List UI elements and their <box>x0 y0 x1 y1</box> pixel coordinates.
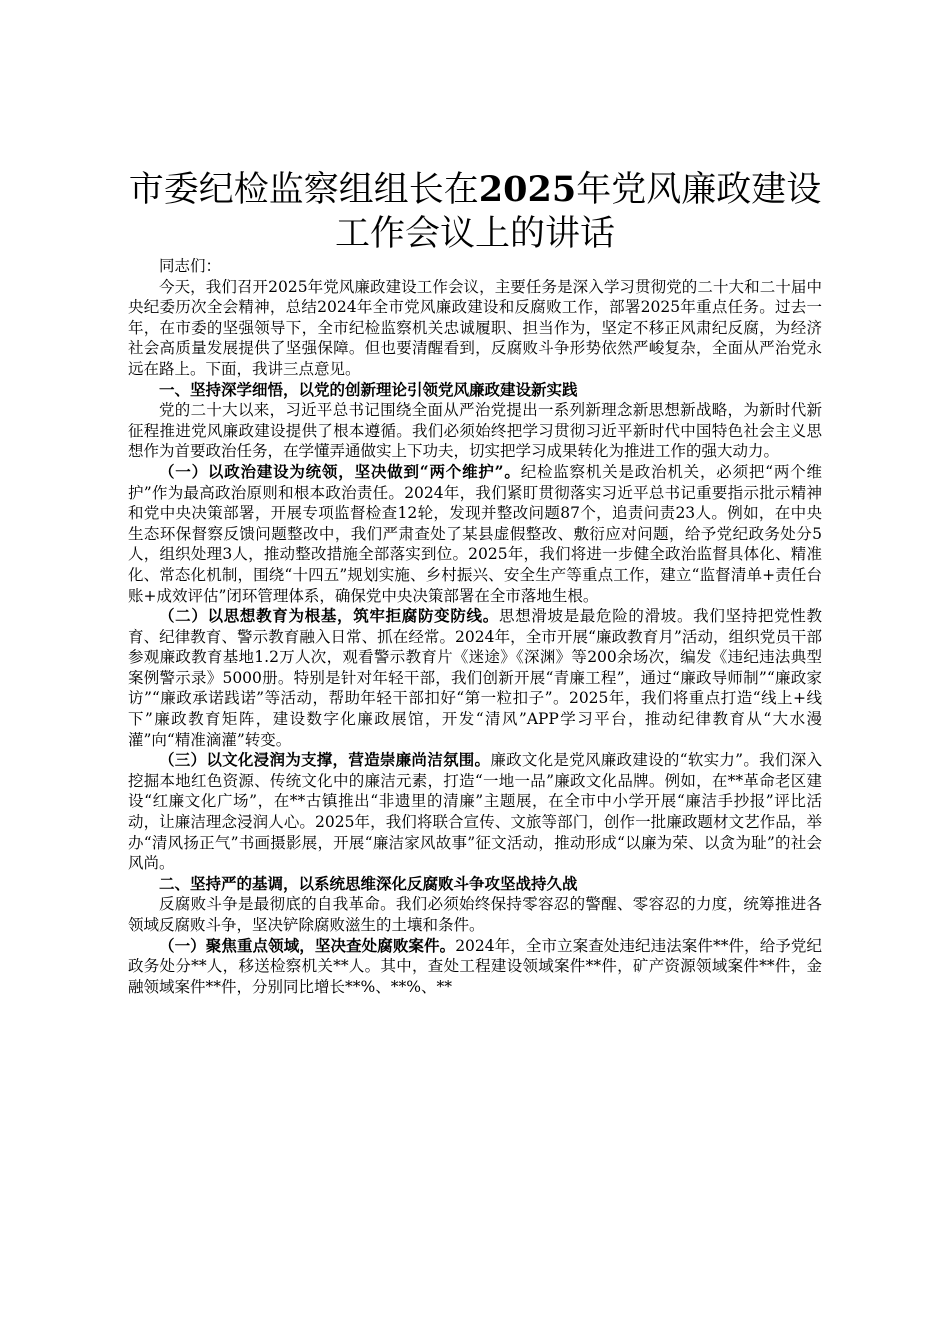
section2-intro: 反腐败斗争是最彻底的自我革命。我们必须始终保持零容忍的警醒、零容忍的力度，统筹推进各领域反腐败斗争，坚决铲除腐败滋生的土壤和条件。 <box>128 895 822 934</box>
section1-item-1-text: 纪检监察机关是政治机关，必须把“两个维护”作为最高政治原则和根本政治责任。2024年，我们紧盯贯彻落实习近平总书记重要指示批示精神和党中央决策部署，开展专项监督检查12轮，发现并整改问题87个，追责问责23人。例如，在中央生态环保督察反馈问题整改中，我们严肃查处了某县虚假整改、敷衍应对问题，给予党纪政务处分5人，组织处理3人，推动整改措施全部落实到位。2025年，我们将进一步健全政治监督具体化、精准化、常态化机制，围绕“十四五”规划实施、乡村振兴、安全生产等重点工作，建立“监督清单+责任台账+成效评估”闭环管理体系，确保党中央决策部署在全市落地生根。 <box>128 462 822 605</box>
section1-item-2-text: 思想滑坡是最危险的滑坡。我们坚持把党性教育、纪律教育、警示教育融入日常、抓在经常。2024年，全市开展“廉政教育月”活动，组织党员干部参观廉政教育基地1.2万人次，观看警示教育片《迷途》《深渊》等200余场次，编发《违纪违法典型案例警示录》5000册。特别是针对年轻干部，我们创新开展“青廉工程”，通过“廉政导师制”“廉政家访”“廉政承诺践诺”等活动，帮助年轻干部扣好“第一粒扣子”。2025年，我们将重点打造“线上+线下”廉政教育矩阵，建设数字化廉政展馆，开发“清风”APP学习平台，推动纪律教育从“大水漫灌”向“精准滴灌”转变。 <box>128 607 822 749</box>
section1-item-3 <box>128 750 822 874</box>
title-line1-suffix: 年党风廉政建设 <box>576 170 822 210</box>
section1-item-1 <box>128 462 822 606</box>
document-title <box>128 168 822 256</box>
section1-item-3-text: 廉政文化是党风廉政建设的“软实力”。我们深入挖掘本地红色资源、传统文化中的廉洁元素，打造“一地一品”廉政文化品牌。例如，在**革命老区建设“红廉文化广场”，在**古镇推出“非遗里的清廉”主题展，在全市中小学开展“廉洁手抄报”评比活动，让廉洁理念浸润人心。2025年，我们将联合宣传、文旅等部门，创作一批廉政题材文艺作品，举办“清风扬正气”书画摄影展，开展“廉洁家风故事”征文活动，推动形成“以廉为荣、以贪为耻”的社会风尚。 <box>128 751 822 873</box>
title-line1-prefix: 市委纪检监察组组长在 <box>128 170 479 210</box>
section1-item-3-lead: （三）以文化浸润为支撑，营造崇廉尚洁氛围。 <box>159 750 491 770</box>
section1-heading: 一、坚持深学细悟，以党的创新理论引领党风廉政建设新实践 <box>159 379 578 399</box>
section2-item-1 <box>128 936 822 998</box>
section1-intro: 党的二十大以来，习近平总书记围绕全面从严治党提出一系列新理念新思想新战略，为新时代新征程推进党风廉政建设提供了根本遵循。我们必须始终把学习贯彻习近平新时代中国特色社会主义思想作为首要政治任务，在学懂弄通做实上下功夫，切实把学习成果转化为推进工作的强大动力。 <box>128 401 822 461</box>
section1-item-2 <box>128 606 822 750</box>
salutation: 同志们： <box>159 257 222 275</box>
document-body <box>128 256 822 997</box>
section2-item-1-text: 2024年，全市立案查处违纪违法案件**件，给予党纪政务处分**人，移送检察机关**人。其中，查处工程建设领域案件**件，矿产资源领域案件**件，金融领域案件**件，分别同比增长**%、**%、** <box>128 936 822 996</box>
section2-item-1-lead: （一）聚焦重点领域，坚决查处腐败案件。 <box>159 935 456 955</box>
section1-item-2-lead: （二）以思想教育为根基，筑牢拒腐防变防线。 <box>159 606 499 626</box>
section2-heading: 二、坚持严的基调，以系统思维深化反腐败斗争攻坚战持久战 <box>159 873 578 893</box>
intro-paragraph: 今天，我们召开2025年党风廉政建设工作会议，主要任务是深入学习贯彻党的二十大和二十届中央纪委历次全会精神，总结2024年全市党风廉政建设和反腐败工作，部署2025年重点任务。过去一年，在市委的坚强领导下，全市纪检监察机关忠诚履职、担当作为，坚定不移正风肃纪反腐，为经济社会高质量发展提供了坚强保障。但也要清醒看到，反腐败斗争形势依然严峻复杂，全面从严治党永远在路上。下面，我讲三点意见。 <box>128 277 822 378</box>
title-line2: 工作会议上的讲话 <box>334 214 615 254</box>
title-line1-year: 2025 <box>478 169 577 210</box>
document-page <box>128 168 822 997</box>
section1-item-1-lead: （一）以政治建设为统领，坚决做到“两个维护”。 <box>159 461 521 481</box>
